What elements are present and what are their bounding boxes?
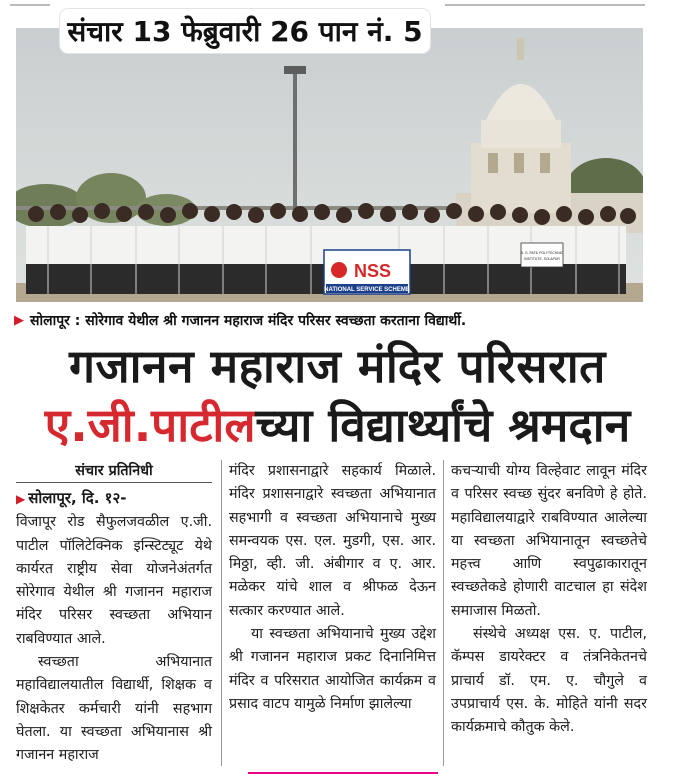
headline-line2-dark: च्या विद्यार्थ्यांचे श्रमदान (255, 398, 631, 452)
caption-text: सोलापूर : सोरेगाव येथील श्री गजानन महाराज मंदिर परिसर स्वच्छता करताना विद्यार्थी. (30, 312, 467, 329)
publication-date-label: संचार 13 फेब्रुवारी 26 पान नं. 5 (60, 9, 430, 53)
triangle-arrow-icon: ▶ (14, 312, 24, 328)
article-paragraph: विजापूर रोड सैफुलजवळील ए.जी. पाटील पॉलिटेक्निक इन्स्टिट्यूट येथे कार्यरत राष्ट्रीय सेवा योजनेअंतर्गत सोरेगाव येथील श्री गजानन महाराज मंदिर परिसर स्वच्छता अभियान राबविण्यात आले. (16, 514, 212, 647)
article-paragraph: संस्थेचे अध्यक्ष एस. ए. पाटील, कॅम्पस डायरेक्टर व तंत्रनिकेतनचे प्राचार्य डॉ. एम. ए. चौगुले व उपप्राचार्य एस. के. मोहिते यांनी सदर कार्यक्रमाचे कौतुक केले. (451, 626, 647, 736)
article-paragraph: कचऱ्याची योग्य विल्हेवाट लावून मंदिर व परिसर स्वच्छ सुंदर बनविणे हे होते. महाविद्यालयाद्वारे राबविण्यात आलेल्या या स्वच्छता अभियानातून स्वच्छतेचे महत्त्व आणि स्वपुढाकारातून स्वच्छतेकडे होणारी वाटचाल हा संदेश समाजास मिळतो. (451, 463, 647, 619)
board-text-line2: INSTITUTE, SOLAPUR (524, 257, 560, 261)
dateline-text: सोलापूर, दि. १२- (28, 489, 127, 507)
column-divider (221, 460, 222, 766)
byline: संचार प्रतिनिधी (16, 460, 212, 483)
headline-line2 (0, 396, 675, 454)
nss-banner-text: NSS (354, 261, 392, 281)
article-paragraph: स्वच्छता अभियानात महाविद्यालयातील विद्यार्थी, शिक्षक व शिक्षकेतर कर्मचारी यांनी सहभाग घेतला. या स्वच्छता अभियानास श्री गजानन महाराज (16, 654, 212, 764)
article-paragraph: मंदिर प्रशासनाद्वारे सहकार्य मिळाले. मंदिर प्रशासनाद्वारे स्वच्छता अभियानात सहभागी व स्वच्छता अभियानाचे मुख्य समन्वयक एस. एल. मुडगी, एस. आर. मिठ्ठा, व्ही. जी. अंबीगार व ए. आर. मळेकर यांचे शाल व श्रीफळ देऊन सत्कार करण्यात आले. (229, 463, 436, 619)
headline-line1: गजानन महाराज मंदिर परिसरात (69, 339, 606, 393)
news-photo (16, 28, 643, 302)
column-divider (443, 460, 444, 766)
nss-banner-subtext: NATIONAL SERVICE SCHEME (324, 287, 410, 293)
bottom-accent-rule (248, 772, 438, 774)
article-paragraph: या स्वच्छता अभियानाचे मुख्य उद्देश श्री गजानन महाराज प्रकट दिनानिमित्त मंदिर व परिसरात आयोजित कार्यक्रम व प्रसाद वाटप यामुळे निर्माण झालेल्या (229, 626, 436, 712)
article-column-3 (451, 460, 647, 740)
headline-line2-red: ए.जी.पाटील (44, 398, 256, 452)
triangle-arrow-icon: ▶ (16, 492, 26, 506)
photo-caption (14, 309, 654, 331)
board-text-line1: A. G. PATIL POLYTECHNIC (520, 251, 564, 255)
group-photo-illustration (16, 28, 643, 302)
dateline (16, 487, 212, 511)
article-column-1 (16, 460, 212, 768)
article-column-2 (229, 460, 436, 716)
